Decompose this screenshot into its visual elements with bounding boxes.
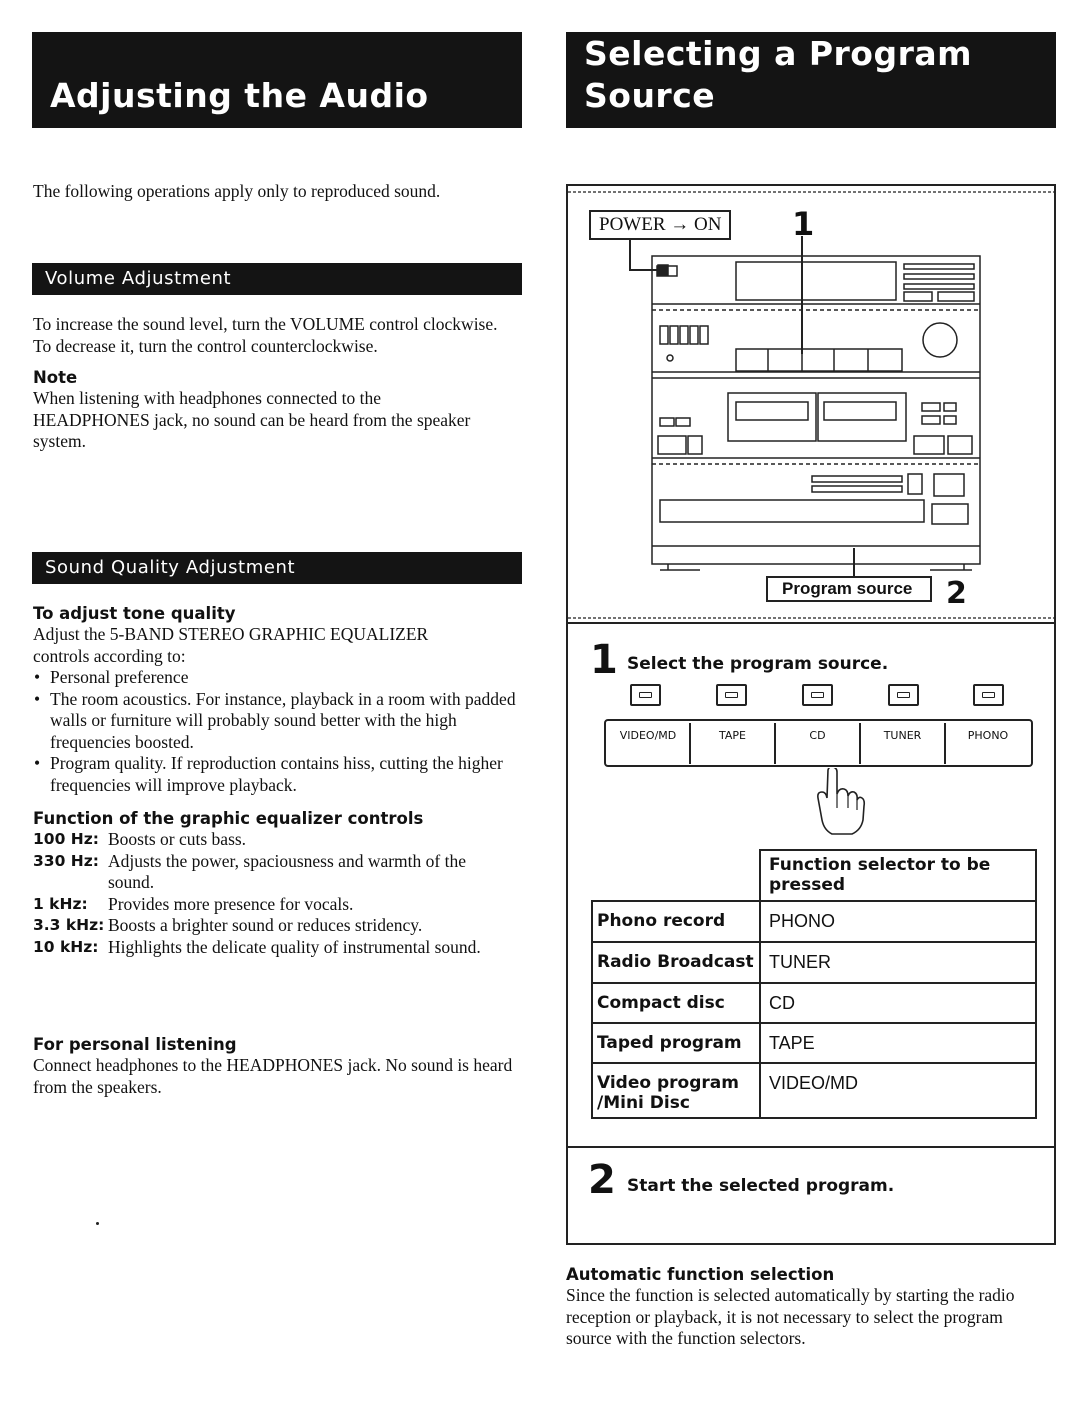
table-header-blank — [592, 850, 760, 901]
table-cell-source: Radio Broadcast — [592, 942, 760, 983]
table-cell-source: Compact disc — [592, 983, 760, 1023]
selector-label-tape: TAPE — [691, 723, 776, 764]
eq-row — [33, 915, 523, 937]
note-text: When listening with headphones connected to the HEADPHONES jack, no sound can be heard from the speaker system. — [33, 388, 471, 451]
personal-heading: For personal listening — [33, 1035, 237, 1054]
stereo-diagram-panel — [566, 184, 1056, 624]
sound-quality-section — [33, 603, 523, 980]
list-item: • Program quality. If reproduction contains hiss, cutting the higher frequencies will improve playback. — [33, 753, 523, 796]
personal-listening-section — [33, 1034, 523, 1098]
eq-frequency: 1 kHz: — [33, 894, 88, 913]
personal-text: Connect headphones to the HEADPHONES jack. No sound is heard from the speakers. — [33, 1055, 513, 1097]
table-header: Function selector to be pressed — [760, 850, 1036, 901]
stereo-system-illustration — [568, 186, 1054, 624]
pointing-hand-icon — [808, 768, 868, 838]
tape-selector-button[interactable] — [716, 684, 747, 706]
power-on-label: POWER → ON — [589, 210, 731, 240]
tuner-selector-button[interactable] — [888, 684, 919, 706]
program-source-label: Program source — [766, 576, 932, 602]
stray-dot — [96, 1222, 99, 1225]
table-cell-selector: TUNER — [760, 942, 1036, 983]
callout-1: 1 — [792, 205, 815, 243]
eq-frequency: 10 kHz: — [33, 937, 99, 956]
selector-label-cd: CD — [776, 723, 861, 764]
table-row — [592, 1063, 1036, 1118]
function-selector-table — [591, 849, 1037, 1119]
step-1-text: Select the program source. — [627, 654, 889, 674]
table-row — [592, 983, 1036, 1023]
eq-description: Boosts or cuts bass. — [108, 829, 247, 849]
step-2-number: 2 — [588, 1157, 616, 1203]
selector-label-tuner: TUNER — [861, 723, 946, 764]
auto-text: Since the function is selected automatically by starting the radio reception or playback, it is not necessary to select the program source with the function selectors. — [566, 1285, 1015, 1348]
automatic-selection-section — [566, 1264, 1056, 1350]
eq-row — [33, 851, 523, 894]
tone-text: Adjust the 5-BAND STEREO GRAPHIC EQUALIZER controls according to: — [33, 624, 429, 666]
tone-bullet-list — [33, 667, 523, 796]
table-cell-source: Video program /Mini Disc — [592, 1063, 760, 1118]
eq-row — [33, 937, 523, 980]
table-cell-source: Phono record — [592, 901, 760, 942]
eq-description: Boosts a brighter sound or reduces stridency. — [108, 915, 423, 935]
table-row — [592, 1023, 1036, 1063]
table-header-row — [592, 850, 1036, 901]
eq-description: Provides more presence for vocals. — [108, 893, 354, 914]
eq-description: Adjusts the power, spaciousness and warmth of the sound. — [108, 850, 466, 892]
phono-selector-button[interactable] — [973, 684, 1004, 706]
table-row — [592, 901, 1036, 942]
eq-frequency: 3.3 kHz: — [33, 916, 105, 934]
eq-frequency: 100 Hz: — [33, 830, 99, 848]
intro-text: The following operations apply only to reproduced sound. — [33, 181, 441, 201]
page-title-right-line2: Source — [584, 76, 716, 115]
cd-selector-button[interactable] — [802, 684, 833, 706]
volume-heading-bar: Volume Adjustment — [32, 263, 522, 295]
volume-line1: To increase the sound level, turn the VOLUME control clockwise. — [33, 314, 498, 334]
table-cell-selector: CD — [760, 983, 1036, 1023]
volume-section — [33, 314, 503, 453]
eq-row — [33, 829, 523, 851]
eq-list — [33, 829, 523, 980]
list-item: • The room acoustics. For instance, playback in a room with padded walls or furniture will probably sound better with the high frequencies boosted. — [33, 689, 523, 754]
table-cell-selector: VIDEO/MD — [760, 1063, 1036, 1118]
selector-label-phono: PHONO — [967, 729, 1009, 742]
right-title-bar — [566, 32, 1056, 128]
table-row — [592, 942, 1036, 983]
callout-2: 2 — [946, 576, 967, 611]
eq-frequency: 330 Hz: — [33, 851, 99, 870]
table-cell-selector: PHONO — [760, 901, 1036, 942]
left-title-bar — [32, 32, 522, 128]
list-item: • Personal preference — [33, 667, 523, 689]
eq-row — [33, 894, 523, 916]
volume-line2: To decrease it, turn the control counterclockwise. — [33, 335, 378, 356]
table-cell-selector: TAPE — [760, 1023, 1036, 1063]
selector-label-videomd: VIDEO/MD — [607, 723, 691, 764]
step-1-number: 1 — [590, 637, 618, 683]
auto-heading: Automatic function selection — [566, 1265, 835, 1284]
sound-quality-heading-bar: Sound Quality Adjustment — [32, 552, 522, 584]
eq-heading: Function of the graphic equalizer controls — [33, 809, 424, 828]
videomd-selector-button[interactable] — [630, 684, 661, 706]
page-title-left: Adjusting the Audio — [50, 76, 429, 115]
note-label: Note — [33, 368, 78, 387]
page-title-right-line1: Selecting a Program — [584, 34, 973, 73]
step-2-text: Start the selected program. — [627, 1176, 895, 1196]
table-cell-source: Taped program — [592, 1023, 760, 1063]
tone-heading: To adjust tone quality — [33, 604, 236, 623]
eq-description: Highlights the delicate quality of instrumental sound. — [108, 936, 481, 957]
